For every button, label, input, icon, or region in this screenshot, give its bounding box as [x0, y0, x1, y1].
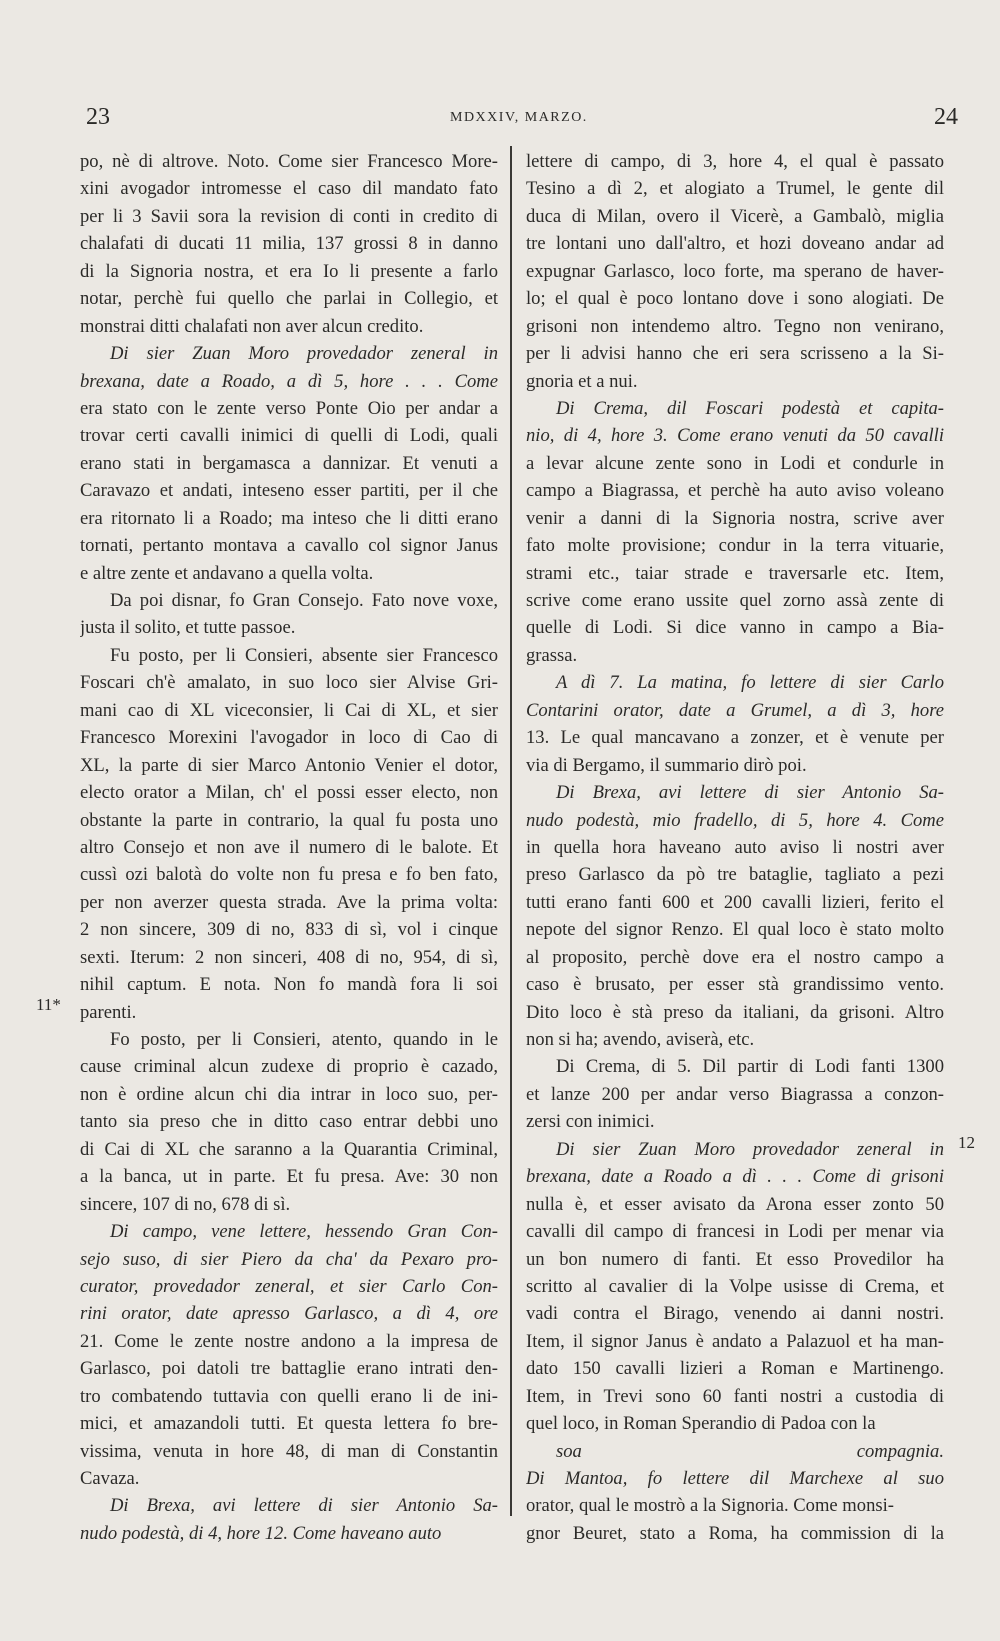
text-line: grisoni non intendemo altro. Tegno non venirano, [526, 315, 944, 337]
text-line: tro combatendo tuttavia con quelli erano li de ini- [80, 1385, 498, 1407]
text-line: monstrai ditti chalafati non aver alcun credito. [80, 315, 424, 337]
text-line: altro Consejo et non ave il numero di le balote. Et [80, 836, 498, 858]
text-line: al proposito, perchè dove era el nostro campo a [526, 946, 944, 968]
text-line: mani cao di XL viceconsier, li Cai di XL, et sier [80, 699, 498, 721]
text-line: fato molte provisione; condur in la terra vituarie, [526, 535, 944, 557]
text-line: gnor Beuret, stato a Roma, ha commission di la [526, 1522, 944, 1544]
text-line: e altre zente et andavano a quella volta. [80, 562, 374, 584]
text-line: Di Crema, di 5. Dil partir di Lodi fanti 1300 [556, 1056, 944, 1078]
text-line: cussì ozi balotà do volte non fu presa e fo ben fato, [80, 864, 498, 886]
text-line: vadi contra el Birago, venendo ai danni nostri. [526, 1303, 944, 1325]
text-line: lettere di campo, di 3, hore 4, el qual è passato [526, 151, 944, 172]
text-line: orator, qual le mostrò a la Signoria. Come monsi- [526, 1495, 894, 1517]
text-line: Di campo, vene lettere, hessendo Gran Con- [110, 1221, 498, 1243]
text-line: Cavaza. [80, 1468, 140, 1489]
text-line: Garlasco, poi datoli tre battaglie erano intrati den- [80, 1358, 498, 1380]
text-line: cause criminal alcun zudexe di proprio è cazado, [80, 1056, 498, 1078]
margin-note-left: 11* [36, 995, 61, 1014]
text-line: electo orator a Milan, ch' el possi esser electo, non [80, 782, 498, 804]
text-line: zersi con inimici. [526, 1111, 655, 1133]
text-line: a la banca, ut in parte. Et fu presa. Ave: 30 non [80, 1166, 498, 1188]
left-column [80, 148, 498, 1547]
text-line: 13. Le qual mancavano a zonzer, et è venute per [526, 727, 944, 749]
text-line: era ritornato li a Roado; ma inteso che li ditti erano [80, 507, 498, 529]
column-rule [510, 146, 512, 1516]
text-line: quelle di Lodi. Si dice vanno in campo a Bia- [526, 617, 944, 639]
text-line: 21. Come le zente nostre andono a la impresa de [80, 1330, 498, 1352]
text-line: Caravazo et andati, inteseno esser partiti, per il che [80, 480, 498, 502]
text-line: non è ordine alcun chi dia intrar in loco suo, per- [80, 1083, 498, 1105]
text-line: Contarini orator, date a Grumel, a dì 3, hore [526, 699, 944, 721]
text-line: justa il solito, et tutte passoe. [80, 617, 296, 639]
text-line: campo a Biagrassa, et perchè ha auto aviso voleano [526, 480, 944, 502]
text-line: po, nè di altrove. Noto. Come sier Francesco More- [80, 151, 498, 172]
text-line: et lanze 200 per andar verso Biagrassa a conzon- [526, 1083, 944, 1105]
text-line: tre lontani uno dall'altro, et hozi doveano andar ad [526, 233, 944, 255]
text-line: sejo suso, di sier Piero da cha' da Pexaro pro- [80, 1248, 498, 1270]
text-line: scritto al cavalier di la Volpe usisse di Crema, et [526, 1275, 944, 1297]
text-line: tutti erano fanti 600 et 200 cavalli lizieri, ferito el [526, 891, 944, 913]
text-line: Fu posto, per li Consieri, absente sier Francesco [110, 644, 498, 666]
text-line: sincere, 107 di no, 678 di sì. [80, 1193, 291, 1215]
text-line: erano stati in bergamasca a dannizar. Et venuti a [80, 452, 498, 474]
text-line: caso è brusato, per esser stà grandissimo vento. [526, 974, 944, 996]
text-line: gnoria et a nui. [526, 370, 638, 392]
text-line: cavalli dil campo di francesi in Lodi per menar via [526, 1221, 944, 1243]
text-line: trovar certi cavalli inimici di quelli di Lodi, quali [80, 425, 498, 447]
text-line: Di Crema, dil Foscari podestà et capita- [556, 397, 944, 419]
text-line: chalafati di ducati 11 milia, 137 grossi 8 in danno [80, 233, 498, 255]
text-line: di la Signoria nostra, et era Io li presente a farlo [80, 260, 498, 282]
running-title: MDXXIV, MARZO. [450, 110, 588, 125]
text-line: brexana, date a Roado, a dì 5, hore . . . Come [80, 370, 498, 392]
text-line: XL, la parte di sier Marco Antonio Venier el dotor, [80, 754, 498, 776]
text-line: Foscari ch'è amalato, in suo loco sier Alvise Gri- [80, 672, 498, 694]
text-line: grassa. [526, 644, 578, 666]
text-line: A dì 7. La matina, fo lettere di sier Carlo [556, 672, 944, 694]
text-line: tanto sia preso che in ditto caso entrar debbi uno [80, 1111, 498, 1133]
text-line: Item, il signor Janus è andato a Palazuol et ha man- [526, 1330, 944, 1352]
text-line: Di Brexa, avi lettere di sier Antonio Sa- [556, 782, 944, 804]
text-line: scrive come erano ussite quel zorno assà zente di [526, 590, 944, 611]
text-line: Tesino a dì 2, et alogiato a Trumel, le gente dil [526, 178, 944, 200]
text-line: nepote del signor Renzo. El qual loco è stato molto [526, 919, 944, 941]
text-line: Item, in Trevi sono 60 fanti nostri a custodia di [526, 1385, 944, 1407]
text-line: in quella hora haveano auto aviso li nostri aver [526, 836, 944, 858]
text-line: Dito loco è stà preso da italiani, da grisoni. Altro [526, 1001, 944, 1023]
page-number-right: 24 [934, 104, 958, 130]
text-line: Di Brexa, avi lettere di sier Antonio Sa- [110, 1495, 498, 1517]
text-line: brexana, date a Roado a dì . . . Come di grisoni [526, 1166, 944, 1188]
text-line: Di sier Zuan Moro provedador zeneral in [110, 343, 498, 365]
text-line: venir a danni di la Signoria nostra, scrive aver [526, 507, 944, 529]
text-line: per li 3 Savii sora la revision di conti in credito di [80, 205, 498, 227]
text-line: era stato con le zente verso Ponte Oio per andar a [80, 397, 498, 419]
text-line: xini avogador intromesse el caso dil mandato fato [80, 178, 498, 200]
text-line: vissima, venuta in hore 48, di man di Constantin [80, 1440, 498, 1462]
text-line: non si ha; avendo, aviserà, etc. [526, 1029, 755, 1050]
text-line: un bon numero di fanti. Et esso Provedilor ha [526, 1248, 944, 1270]
text-line: a levar alcune zente sono in Lodi et condurle in [526, 452, 944, 474]
text-line: lo; el qual è poco lontano dove i sono alogiati. De [526, 288, 944, 310]
text-line: per non averzer questa strada. Ave la prima volta: [80, 891, 498, 913]
text-line: quel loco, in Roman Sperandio di Padoa con la [526, 1413, 876, 1435]
page-number-left: 23 [86, 104, 110, 130]
text-line: duca di Milan, overo il Vicerè, a Gambalò, miglia [526, 205, 944, 227]
text-line: Di Mantoa, fo lettere dil Marchexe al suo [526, 1468, 944, 1489]
text-line: 2 non sincere, 309 di no, 833 di sì, vol i cinque [80, 919, 498, 941]
text-line: via di Bergamo, il summario dirò poi. [526, 754, 807, 776]
text-line: tornati, pertanto montava a cavallo col signor Janus [80, 535, 498, 557]
text-line: curator, provedador zeneral, et sier Carlo Con- [80, 1275, 498, 1297]
text-line: soa compagnia. [556, 1440, 944, 1462]
text-line: per li advisi hanno che eri sera scrisseno a la Si- [526, 343, 944, 365]
text-line: obstante la parte in contrario, la qual fu posta uno [80, 809, 498, 831]
text-line: nulla è, et esser avisato da Arona esser zonto 50 [526, 1193, 944, 1215]
text-line: Francesco Morexini l'avogador in loco di Cao di [80, 727, 498, 749]
text-line: Di sier Zuan Moro provedador zeneral in [556, 1138, 944, 1160]
text-line: sexti. Iterum: 2 non sinceri, 408 di no, 954, di sì, [80, 946, 498, 968]
text-line: Fo posto, per li Consieri, atento, quando in le [110, 1029, 498, 1050]
text-line: nio, di 4, hore 3. Come erano venuti da 50 cavalli [526, 425, 944, 447]
text-line: preso Garlasco da pò tre bataglie, tagliato a pezi [526, 864, 944, 886]
right-column [526, 148, 944, 1547]
page-header [0, 102, 1000, 132]
text-line: dato 150 cavalli lizieri a Roman e Martinengo. [526, 1358, 944, 1380]
text-line: parenti. [80, 1001, 137, 1023]
text-line: Da poi disnar, fo Gran Consejo. Fato nove voxe, [110, 590, 498, 611]
text-line: nihil captum. E nota. Non fo mandà fora li soi [80, 974, 498, 996]
text-line: rini orator, date apresso Garlasco, a dì 4, ore [80, 1303, 498, 1325]
text-line: expugnar Garlasco, loco forte, ma sperano de haver- [526, 260, 944, 282]
text-line: nudo podestà, mio fradello, di 5, hore 4. Come [526, 809, 944, 831]
text-line: strami etc., taiar strade e traversarle etc. Item, [526, 562, 944, 584]
margin-note-right: 12 [958, 1133, 975, 1152]
text-line: notar, perchè fui quello che parlai in Collegio, et [80, 288, 498, 310]
text-line: mici, et amazandoli tutti. Et questa lettera fo bre- [80, 1413, 498, 1435]
text-line: nudo podestà, di 4, hore 12. Come haveano auto [80, 1522, 442, 1544]
text-line: di Cai di XL che saranno a la Quarantia Criminal, [80, 1138, 498, 1160]
